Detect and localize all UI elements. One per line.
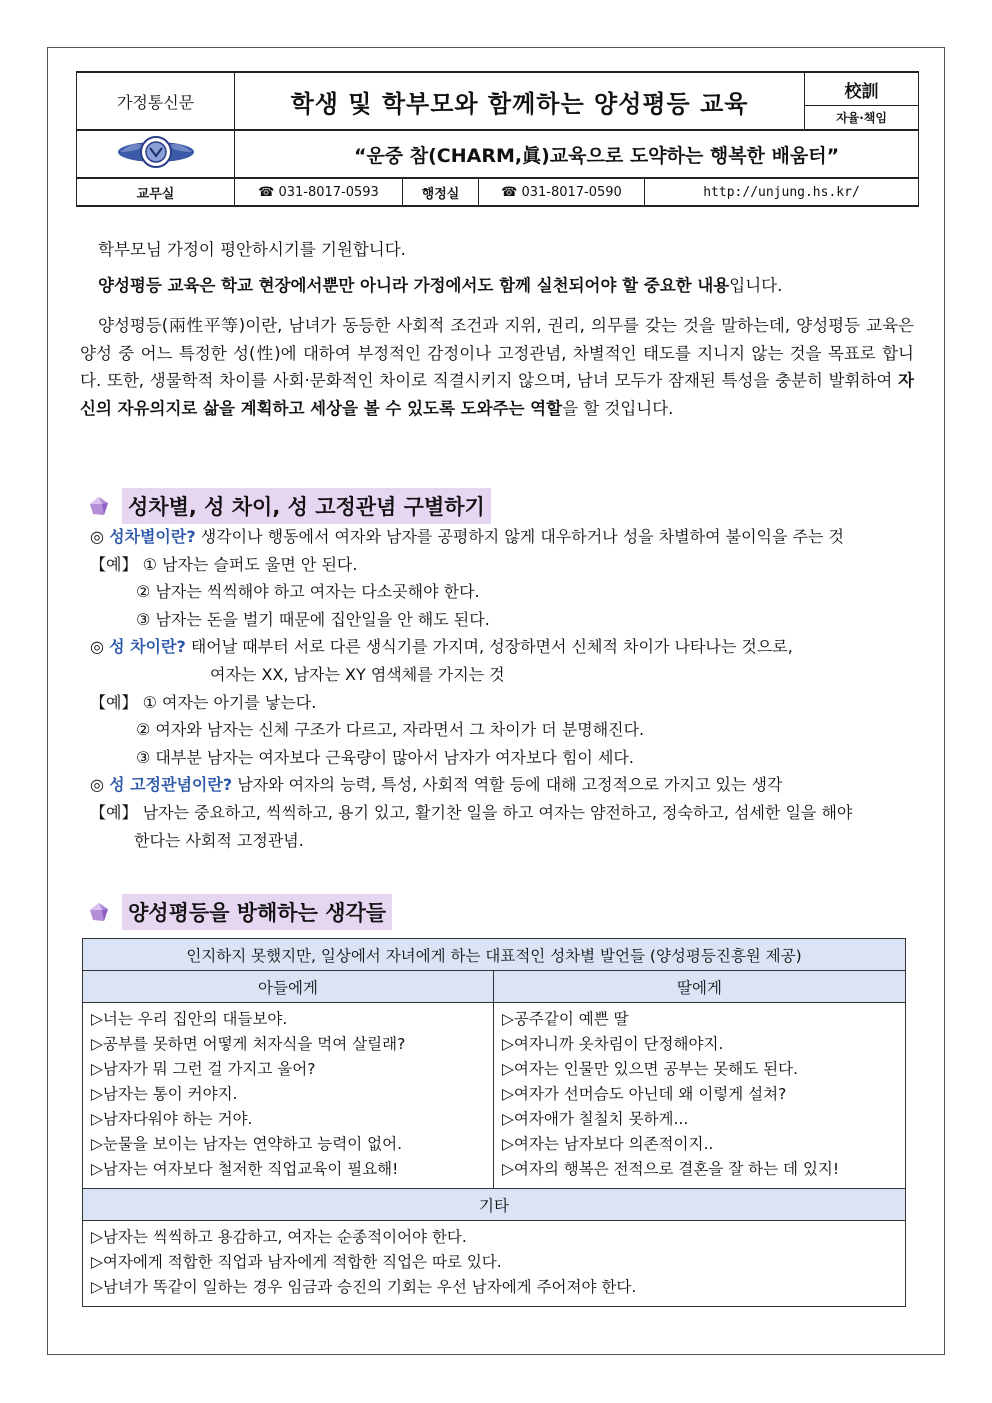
question-difference: 성 차이란? (109, 637, 186, 657)
def-difference-cont: 여자는 XX, 남자는 XY 염색체를 가지는 것 (210, 664, 505, 684)
school-logo (77, 130, 235, 178)
list-item: ▷남자가 뭐 그런 걸 가지고 울어? (91, 1060, 316, 1078)
definitions (90, 523, 916, 854)
section2-title: 양성평등을 방해하는 생각들 (122, 894, 392, 930)
list-item: ▷여자니까 옷차림이 단정해야지. (502, 1035, 724, 1053)
list-item: ▷여자애가 칠칠치 못하게... (502, 1110, 689, 1128)
example-row: 【예】 ① 남자는 슬퍼도 울면 안 된다. (90, 554, 358, 574)
table-caption: 인지하지 못했지만, 일상에서 자녀에게 하는 대표적인 성차별 발언들 (양성평등진흥원 제공) (83, 939, 906, 971)
important-bold: 양성평등 교육은 학교 현장에서뿐만 아니라 가정에서도 함께 실천되어야 할 중요한 내용 (98, 276, 730, 295)
school-emblem-icon (114, 132, 198, 172)
office2-label: 행정실 (403, 178, 479, 206)
office1-phone: ☎ 031-8017-0593 (235, 178, 403, 206)
motto-words: 자율·책임 (836, 111, 887, 125)
list-item: ▷여자는 남자보다 의존적이지.. (502, 1135, 714, 1153)
example-row: ② 남자는 씩씩해야 하고 여자는 다소곳해야 한다. (136, 582, 480, 602)
page-title: 학생 및 학부모와 함께하는 양성평등 교육 (235, 72, 805, 130)
son-remarks (83, 1003, 494, 1189)
definition-bold: 자신의 자유의지로 삶을 계획하고 세상을 볼 수 있도록 도와주는 역할 (80, 371, 914, 418)
list-item: ▷너는 우리 집안의 대들보야. (91, 1010, 288, 1028)
list-item: ▷여자의 행복은 전적으로 결혼을 잘 하는 데 있지! (502, 1160, 840, 1178)
list-item: ▷남녀가 똑같이 일하는 경우 임금과 승진의 기회는 우선 남자에게 주어져야 한다. (91, 1278, 637, 1296)
gem-icon (88, 495, 110, 517)
definition-tail: 을 할 것입니다. (562, 398, 674, 418)
newsletter-header (76, 71, 919, 207)
column-header-other: 기타 (83, 1189, 906, 1221)
school-slogan (235, 130, 919, 178)
list-item: ▷남자는 씩씩하고 용감하고, 여자는 순종적이어야 한다. (91, 1228, 467, 1246)
example-row: ③ 대부분 남자는 여자보다 근육량이 많아서 남자가 여자보다 힘이 세다. (136, 747, 634, 767)
column-header-son: 아들에게 (83, 971, 494, 1003)
def-discrimination: ◎ 성차별이란? 생각이나 행동에서 여자와 남자를 공평하지 않게 대우하거나 성을 차별하여 불이익을 주는 것 (90, 527, 844, 546)
section1-heading (88, 488, 491, 524)
example-row: 【예】 ① 여자는 아기를 낳는다. (90, 692, 317, 712)
important-line (98, 272, 932, 300)
def-difference: ◎ 성 차이란? 태어날 때부터 서로 다른 생식기를 가지며, 성장하면서 신체적 차이가 나타나는 것으로, (90, 637, 793, 657)
list-item: ▷남자는 통이 커야지. (91, 1085, 238, 1103)
other-remarks (83, 1221, 906, 1307)
motto-head: 校訓 (805, 73, 918, 106)
sexist-remarks-table (82, 938, 906, 1307)
slogan-text: “운중 참(CHARM,眞)교육으로 도약하는 행복한 배움터” (353, 144, 840, 167)
list-item: ▷여자에게 적합한 직업과 남자에게 적합한 직업은 따로 있다. (91, 1253, 502, 1271)
section1-title: 성차별, 성 차이, 성 고정관념 구별하기 (122, 488, 491, 524)
school-motto (805, 72, 919, 130)
website-link[interactable]: http://unjung.hs.kr/ (645, 178, 919, 206)
newsletter-label: 가정통신문 (77, 72, 235, 130)
definition-text: 양성평등(兩性平等)이란, 남녀가 동등한 사회적 조건과 지위, 권리, 의무를 갖는 것을 말하는데, 양성평등 교육은 양성 중 어느 특정한 성(性)에 대하여 부정적인 감정이나 고정관념, 차별적인 태도를 지니지 않는 것을 목표로 합니다. 또한, 생물학적 차이를 사회·문화적인 차이로 직결시키지 않으며, 남녀 모두가 잠재된 특성을 충분히 발휘하여 (80, 316, 914, 390)
important-tail: 입니다. (729, 276, 783, 295)
section2-heading (88, 894, 392, 930)
column-header-daughter: 딸에게 (494, 971, 906, 1003)
list-item: ▷공부를 못하면 어떻게 처자식을 먹여 살릴래? (91, 1035, 406, 1053)
example-row: ③ 남자는 돈을 벌기 때문에 집안일을 안 해도 된다. (136, 609, 490, 629)
list-item: ▷남자다워야 하는 거야. (91, 1110, 253, 1128)
list-item: ▷남자는 여자보다 철저한 직업교육이 필요해! (91, 1160, 399, 1178)
office1-label: 교무실 (77, 178, 235, 206)
question-stereotype: 성 고정관념이란? (109, 775, 233, 795)
list-item: ▷여자가 선머슴도 아닌데 왜 이렇게 설쳐? (502, 1085, 787, 1103)
office2-phone: ☎ 031-8017-0590 (479, 178, 645, 206)
example-row: 【예】 남자는 중요하고, 씩씩하고, 용기 있고, 활기찬 일을 하고 여자는 얌전하고, 정숙하고, 섬세한 일을 해야 (90, 802, 853, 822)
greeting: 학부모님 가정이 평안하시기를 기원합니다. (98, 240, 406, 259)
definition-paragraph (80, 312, 914, 422)
daughter-remarks (494, 1003, 906, 1189)
list-item: ▷눈물을 보이는 남자는 연약하고 능력이 없어. (91, 1135, 402, 1153)
list-item: ▷여자는 인물만 있으면 공부는 못해도 된다. (502, 1060, 799, 1078)
def-stereotype: ◎ 성 고정관념이란? 남자와 여자의 능력, 특성, 사회적 역할 등에 대해 고정적으로 가지고 있는 생각 (90, 775, 783, 795)
example-row: ② 여자와 남자는 신체 구조가 다르고, 자라면서 그 차이가 더 분명해진다. (136, 720, 645, 740)
example-row: 한다는 사회적 고정관념. (134, 830, 304, 850)
question-discrimination: 성차별이란? (109, 527, 196, 546)
gem-icon (88, 901, 110, 923)
list-item: ▷공주같이 예쁜 딸 (502, 1010, 629, 1028)
